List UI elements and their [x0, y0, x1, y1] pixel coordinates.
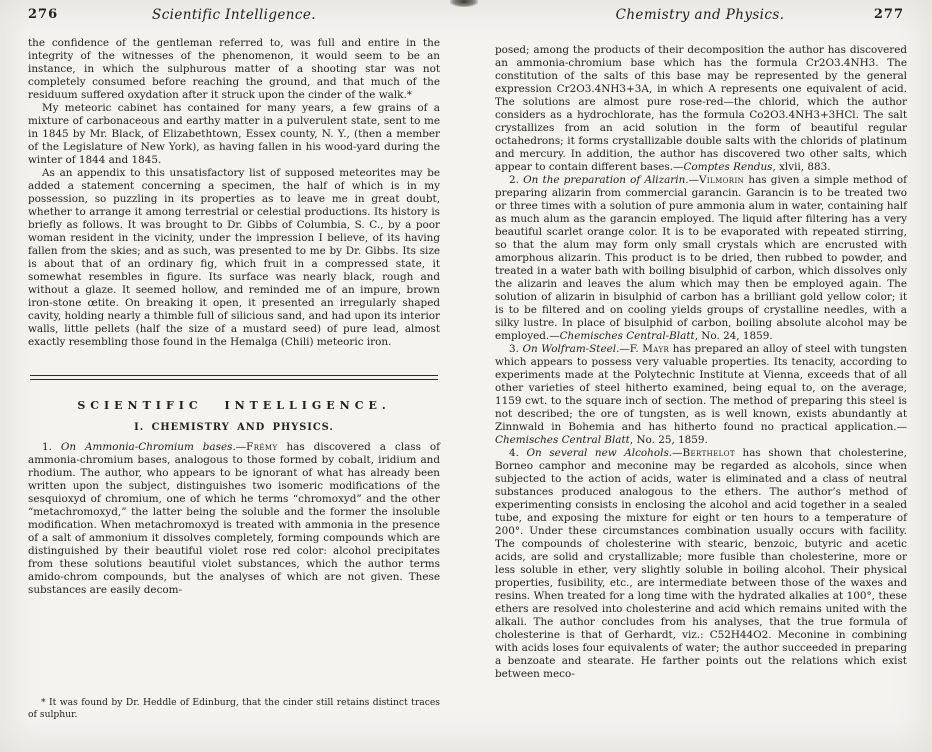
- left-running-head-title: Scientific Intelligence.: [152, 7, 316, 23]
- article-4-number: 4.: [509, 447, 519, 459]
- article-4-author: Berthelot: [682, 447, 735, 459]
- right-running-head-title: Chemistry and Physics.: [615, 7, 785, 23]
- article-3-citation-rest: , No. 25, 1859.: [629, 434, 708, 446]
- left-page-number: 276: [28, 7, 59, 22]
- subsection-heading: I. CHEMISTRY AND PHYSICS.: [134, 422, 334, 433]
- continuation-cite-dash: —: [673, 161, 684, 173]
- article-3-cite-dash: —: [896, 421, 907, 433]
- article-3-author-prefix: F.: [629, 343, 643, 355]
- article-2-number: 2.: [509, 174, 519, 186]
- right-running-header: [494, 7, 906, 27]
- gutter-scan-smudge: [450, 0, 478, 7]
- article-1-author: Frémy: [246, 441, 278, 453]
- article-2: [495, 174, 907, 343]
- right-page: [466, 0, 932, 752]
- article-3-number: 3.: [509, 343, 519, 355]
- article-1-number: 1.: [42, 441, 52, 453]
- section-divider-rule: [30, 375, 438, 380]
- continuation-citation: Comptes Rendus: [683, 161, 773, 173]
- article-1-title: On Ammonia-Chromium bases.: [60, 441, 236, 453]
- left-running-header: [28, 7, 440, 27]
- article-2-cite-dash: —: [549, 330, 560, 342]
- article-2-citation-rest: , No. 24, 1859.: [694, 330, 773, 342]
- article-4-title: On several new Alcohols.: [526, 447, 673, 459]
- continuation-body: posed; among the products of their decomposition the author has discovered an ammonia-chromium base which has the formula Cr2O3.4NH3. The constitution of the salts of this base may be represented by the general expression Cr2O3.4NH3+3A, in which A represents one equivalent of acid. The solutions are almost pure rose-red—the chlorid, which the author considers as a hydrochlorate, has the formula Co2O3.4NH3+3HCl. The salt crystallizes from an acid solution in the form of beautiful regular octahedrons; it forms crystallizable double salts with the chlorids of platinum and mercury. In addition, the author has discovered two other salts, which appear to contain different bases.: [495, 44, 907, 173]
- intro-paragraph-3: As an appendix to this unsatisfactory list of supposed meteorites may be added a statement concerning a specimen, the half of which is in my possession, so puzzling in its properties as to leave me in great doubt, whether to arrange it among terrestrial or celestial productions. Its history is briefly as follows. It was brought to Dr. Gibbs of Columbia, S. C., by a poor woman resident in the vicinity, under the impression I believe, of its having fallen from the skies; and as such, was presented to me by Dr. Gibbs. Its size is about that of an ordinary fig, which fruit in a compressed state, it somewhat resembles in figure. Its surface was nearly black, rough and without a glaze. It seemed hollow, and reminded me of an impure, brown iron-stone œtite. On breaking it open, it presented an irregularly shaped cavity, holding nearly a thimble full of silicious sand, and had upon its interior walls, little pellets (half the size of a mustard seed) of pure lead, almost exactly resembling those found in the Hemalga (Chili) meteoric iron.: [28, 167, 440, 348]
- article-3: [495, 343, 907, 447]
- article-3-title: On Wolfram-Steel.: [522, 343, 620, 355]
- section-heading: SCIENTIFIC INTELLIGENCE.: [77, 399, 391, 412]
- right-page-number: 277: [873, 7, 904, 22]
- article-3-dash: —: [619, 343, 630, 355]
- intro-paragraph-1: the confidence of the gentleman referred to, was full and entire in the integrity of the witnesses of the phenomenon, it would seem to be an instance, in which the sulphurous matter of a shooting star was not completely consumed before reaching the ground, and that much of the residuum suffered oxydation after it struck upon the cinder of the walk.*: [28, 37, 440, 101]
- article-3-body: has prepared an alloy of steel with tungsten which appears to possess very valuable properties. Its tenacity, according to experiments made at the Polytechnic Institute at Vienna, exceeds that of all other varieties of steel hitherto examined, being equal to, on the average, 1159 cwt. to the square inch of section. The method of preparing this steel is not described; the ore of tungsten, as is well known, exists abundantly at Zinnwald in Bohemia and has hitherto found no practical application.: [495, 343, 907, 433]
- article-3-author: Mayr: [642, 343, 670, 355]
- article-1: [28, 441, 440, 597]
- article-3-citation: Chemisches Central Blatt: [495, 434, 630, 446]
- continuation-citation-rest: , xlvii, 883.: [772, 161, 831, 173]
- article-2-citation: Chemisches Central-Blatt: [559, 330, 695, 342]
- article-4-dash: —: [672, 447, 683, 459]
- article-2-title: On the preparation of Alizarin.: [523, 174, 689, 186]
- page-footnote: * It was found by Dr. Heddle of Edinburg, that the cinder still retains distinct traces of sulphur.: [28, 697, 440, 720]
- right-text-column: [495, 44, 907, 681]
- article-2-dash: —: [688, 174, 699, 186]
- intro-paragraph-2: My meteoric cabinet has contained for many years, a few grains of a mixture of carbonaceous and earthy matter in a pulverulent state, sent to me in 1845 by Mr. Black, of Elizabethtown, Essex county, N. Y., (then a member of the Legislature of New York), as having fallen in his wood-yard during the winter of 1844 and 1845.: [28, 102, 440, 166]
- left-text-column: [28, 37, 440, 597]
- article-2-body: has given a simple method of preparing alizarin from commercial garancin. Garancin is to be treated two or three times with a solution of pure ammonia alum in water, containing half as much alum as the garancin employed. The liquid after filtering has a very beautiful scarlet orange color. It is to be evaporated with repeated stirring, so that the alum may form only small crystals which are encrusted with amorphous alizarin. This product is to be dried, then rubbed to powder, and treated in a water bath with boiling bisulphid of carbon, which dissolves only the alizarin and leaves the alum which may then be employed again. The solution of alizarin in bisulphid of carbon has a brilliant gold yellow color; it is to be filtered and on cooling yields groups of crystalline needles, with a silky lustre. In place of bisulphid of carbon, boiling absolute alcohol may be employed.: [495, 174, 907, 342]
- continuation-paragraph: [495, 44, 907, 174]
- article-1-body: has discovered a class of ammonia-chromium bases, analogous to those formed by cobalt, iridium and rhodium. The author, who appears to be ignorant of what has already been written upon the subject, distinguishes two isomeric modifications of the sesquioxyd of chromium, one of which he terms “chromoxyd” and the other “metachromoxyd,” the latter being the soluble and the former the insoluble modification. When metachromoxyd is treated with ammonia in the presence of a salt of ammonium it dissolves completely, forming compounds which are distinguished by their beautiful violet rose red color: alcohol precipitates from these solutions beautiful violet substances, which the author terms amido-chrom compounds, but the analyses of which are not given. These substances are easily decom-: [28, 441, 440, 596]
- article-1-dash: —: [235, 441, 247, 453]
- article-4-body: has shown that cholesterine, Borneo camphor and meconine may be regarded as alcohols, since when subjected to the action of acids, water is eliminated and a class of neutral substances produced analogous to the ethers. The author’s method of experimenting consists in enclosing the alcohol and acid together in a sealed tube, and exposing the mixture for eight or ten hours to a temperature of 200°. Under these circumstances combination usually occurs with facility. The compounds of cholesterine with stearic, benzoic, butyric and acetic acids, are solid and crystallizable; more fusible than cholesterine, more or less soluble in ether, very slightly soluble in boiling alcohol. Their physical properties, fusibility, etc., are intermediate between those of the waxes and resins. When treated for a long time with the hydrated alkalies at 100°, these ethers are resolved into cholesterine and acid which remains united with the alkali. The author concludes from his analyses, that the true formula of cholesterine is that of Gerhardt, viz.: C52H44O2. Meconine in combining with acids loses four equivalents of water; the author succeeded in preparing a benzoate and stearate. He farther points out the relations which exist between meco-: [495, 447, 907, 680]
- article-2-author: Vilmorin: [698, 174, 745, 186]
- article-4: [495, 447, 907, 681]
